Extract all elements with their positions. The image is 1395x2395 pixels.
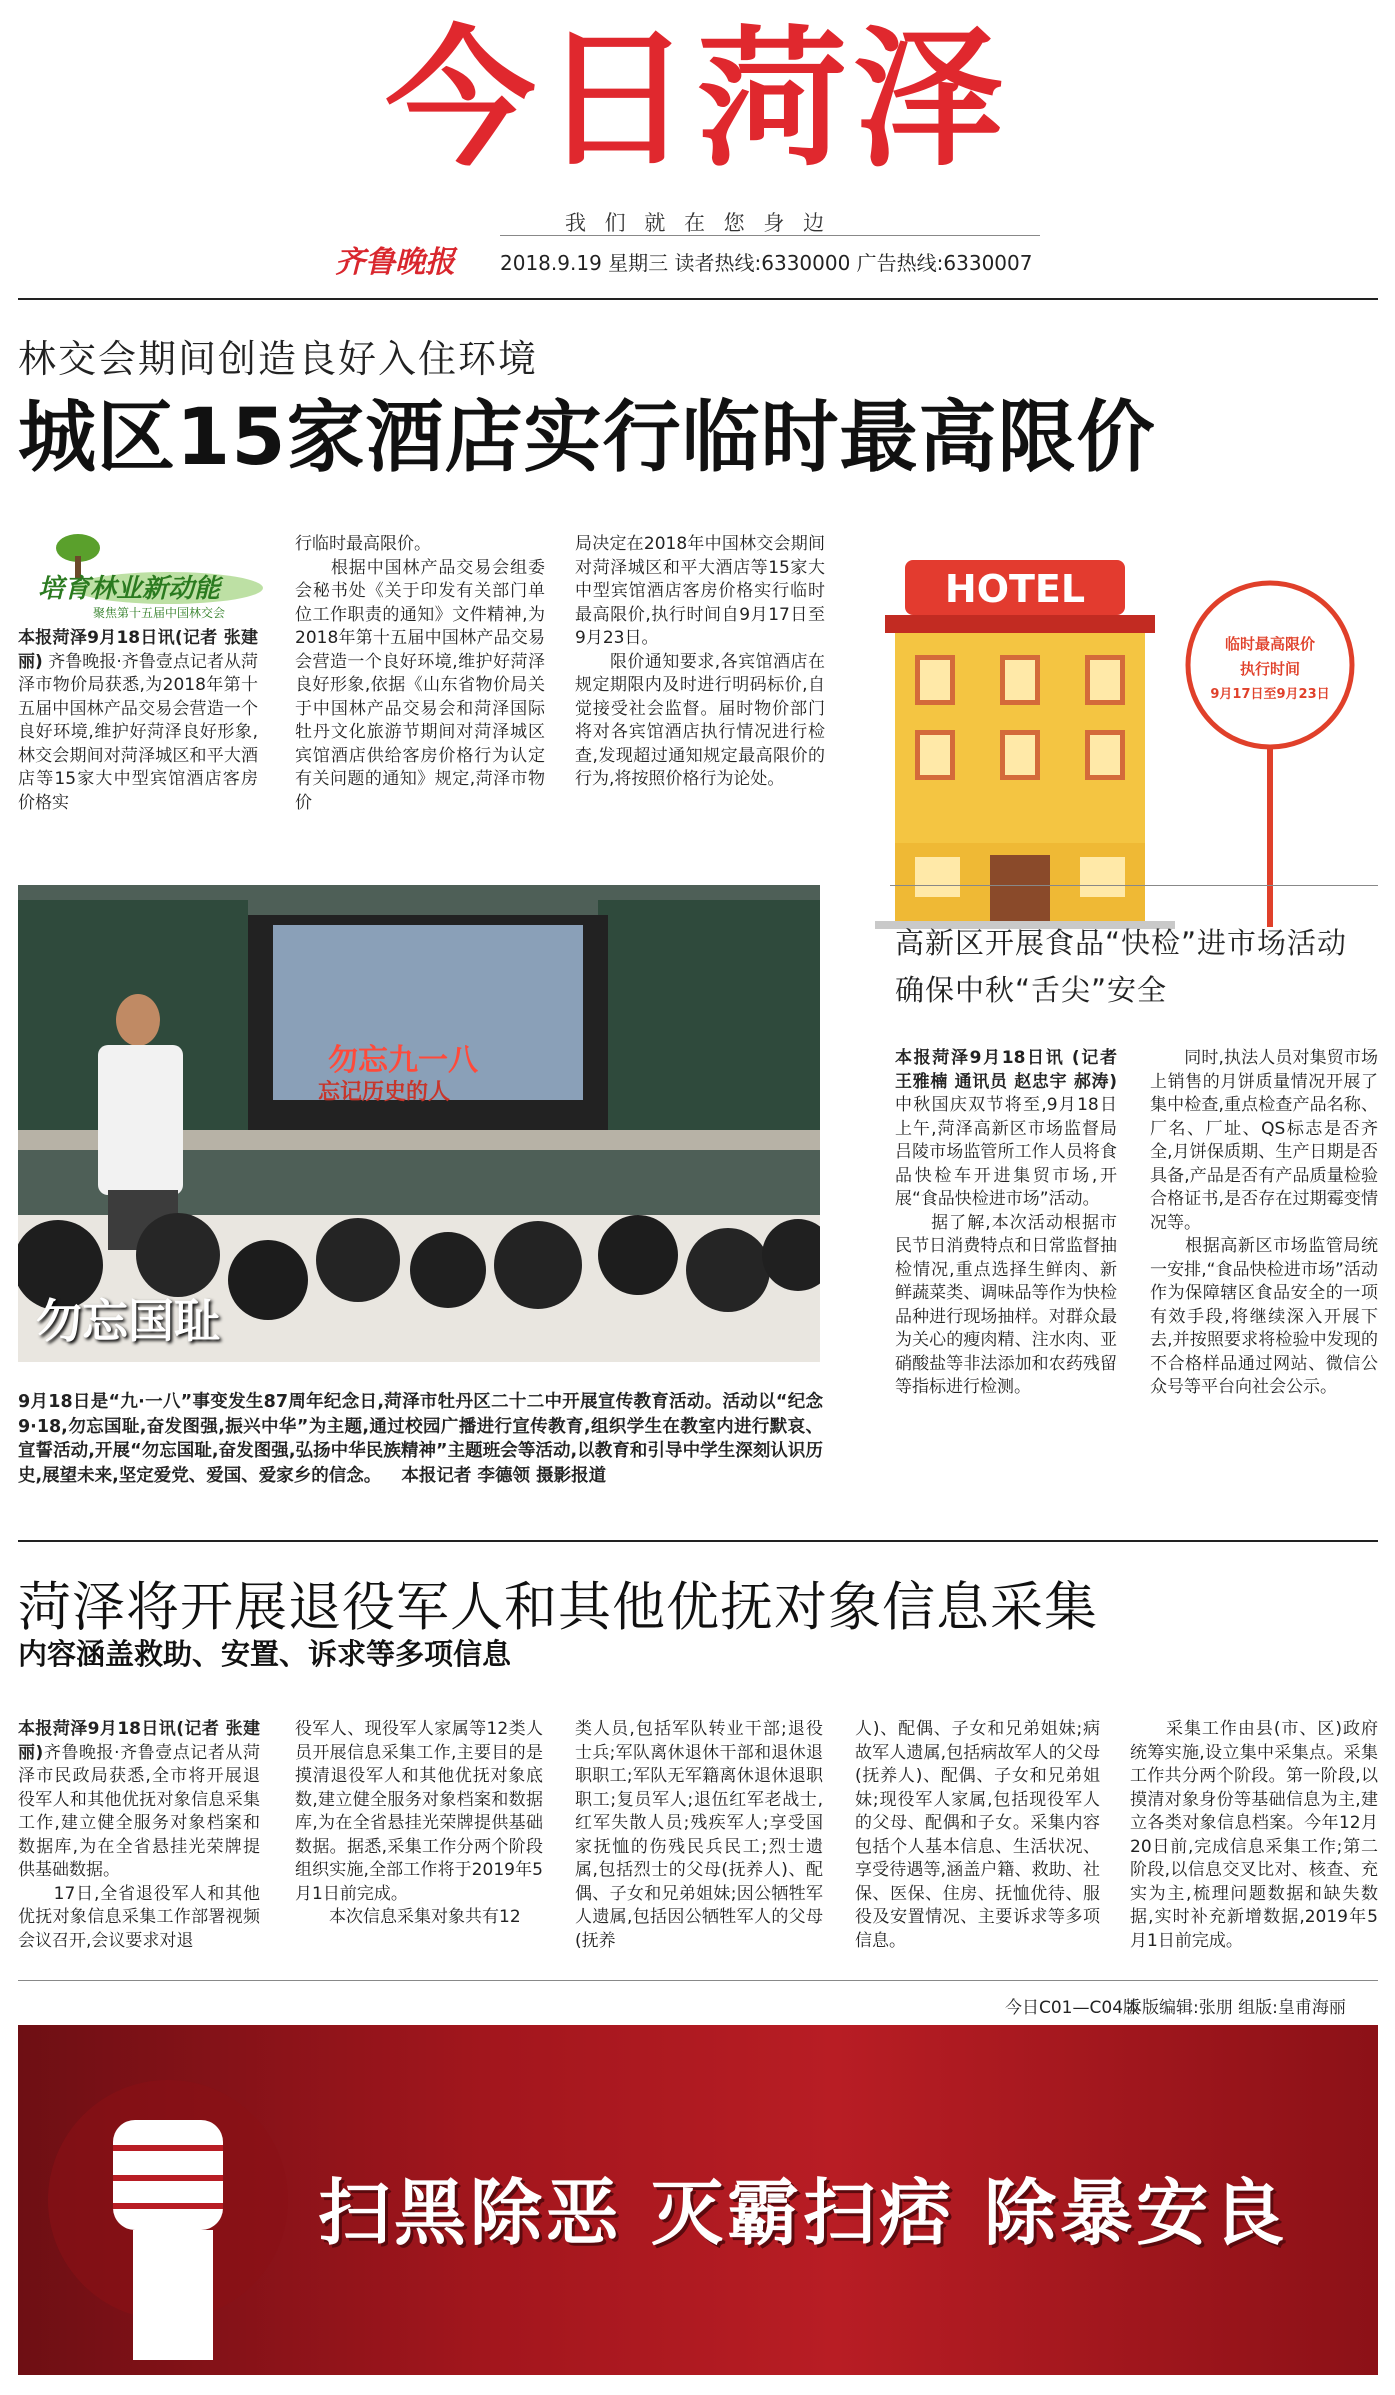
screen-text-1: 勿忘九一八 (328, 1043, 478, 1078)
article2-col1 (895, 1047, 1117, 1400)
article2-byline: 本报菏泽9月18日讯 (记者 王雅楠 通讯员 赵忠宇 郝涛) (895, 1048, 1117, 1092)
hotel-illustration (875, 525, 1375, 945)
banner-slogan: 扫黑除恶 灭霸扫痞 除暴安良 (318, 2170, 1289, 2255)
article3-col1-text: 齐鲁晚报·齐鲁壹点记者从菏泽市民政局获悉,全市将开展退役军人和其他优抚对象信息采集工作,建立健全服务对象档案和数据库,为在全省悬挂光荣牌提供基础数据。 17日,全省退役军人和其他优抚对象信息采集工作部署视频会议召开,会议要求对退 (18, 1742, 260, 1951)
article1-col3: 局决定在2018年中国林交会期间对菏泽城区和平大酒店等15家大中型宾馆酒店客房价格实行临时最高限价,执行时间自9月17日至9月23日。 限价通知要求,各宾馆酒店在规定期限内及时进行明码标价,自觉接受社会监督。届时物价部门将对各宾馆酒店执行情况进行检查,发现超过通知规定最高限价的行为,将按照价格行为论处。 (575, 534, 825, 789)
masthead-title: 今日菏泽 (385, 13, 1010, 187)
price-sign-line3: 9月17日至9月23日 (1210, 687, 1330, 702)
article3-headline: 菏泽将开展退役军人和其他优抚对象信息采集 (18, 1577, 1098, 1638)
article3-byline: 本报菏泽9月18日讯(记者 张建丽) (18, 1719, 260, 1763)
footer-edition: 今日C01—C04版 (1005, 1998, 1141, 2018)
article1-col1-text: 齐鲁晚报·齐鲁壹点记者从菏泽市物价局获悉,为2018年第十五届中国林产品交易会营造一个良好环境,维护好菏泽良好形象,林交会期间对菏泽城区和平大酒店等15家大中型宾馆酒店客房价格实 (18, 651, 259, 813)
article3-col4: 人)、配偶、子女和兄弟姐妹;病故军人遗属,包括病故军人的父母(抚养人)、配偶、子女和兄弟姐妹;现役军人家属,包括现役军人的父母、配偶和子女。采集内容包括个人基本信息、生活状况、享受待遇等,涵盖户籍、救助、社保、医保、住房、抚恤优待、服役及安置情况、主要诉求等多项信息。 (855, 1719, 1100, 1951)
section3-rule (18, 1540, 1378, 1542)
article3-subhead: 内容涵盖救助、安置、诉求等多项信息 (18, 1637, 512, 1671)
dateline: 2018.9.19 星期三 读者热线:6330000 广告热线:6330007 (500, 251, 1033, 275)
paper-brand-logo: 齐鲁晚报 (335, 245, 455, 280)
photo-overlay-text: 勿忘国耻 (36, 1294, 220, 1348)
anti-crime-banner (18, 2025, 1378, 2375)
article1-headline: 城区15家酒店实行临时最高限价 (18, 393, 1156, 483)
classroom-photo (18, 885, 820, 1362)
article1-kicker: 林交会期间创造良好入住环境 (18, 337, 539, 381)
article3-col2: 役军人、现役军人家属等12类人员开展信息采集工作,主要目的是摸清退役军人和其他优抚对象底数,建立健全服务对象档案和数据库,为在全省悬挂光荣牌提供基础数据。据悉,采集工作分两个阶段组织实施,全部工作将于2019年5月1日前完成。 本次信息采集对象共有12 (295, 1719, 543, 1927)
article1-byline: 本报菏泽9月18日讯(记者 张建丽) (18, 628, 258, 672)
article1-col1 (18, 627, 258, 815)
article2-col2: 同时,执法人员对集贸市场上销售的月饼质量情况开展了集中检查,重点检查产品名称、厂名、厂址、QS标志是否齐全,月饼保质期、生产日期是否具备,产品是否有产品质量检验合格证书,是否存在过期霉变情况等。 根据高新区市场监管局统一安排,“食品快检进市场”活动作为保障辖区食品安全的一项有效手段,将继续深入开展下去,并按照要求将检验中发现的不合格样品通过网站、微信公众号等平台向社会公示。 (1150, 1048, 1378, 1397)
masthead-divider (18, 298, 1378, 300)
article3-col1 (18, 1718, 260, 1953)
price-sign-line1: 临时最高限价 (1224, 635, 1315, 653)
photo-caption-text: 9月18日是“九·一八”事变发生87周年纪念日,菏泽市牡丹区二十二中开展宣传教育活动。活动以“纪念9·18,勿忘国耻,奋发图强,振兴中华”为主题,通过校园广播进行宣传教育,组织学生在教室内进行默哀、宣誓活动,开展“勿忘国耻,奋发图强,弘扬中华民族精神”主题班会等活动,以教育和引导中学生深刻认识历史,展望未来,坚定爱党、爱国、爱家乡的信念。 (18, 1392, 823, 1486)
article2-col1-text: 中秋国庆双节将至,9月18日上午,菏泽高新区市场监督局吕陵市场监管所工作人员将食品快检车开进集贸市场,开展“食品快检进市场”活动。 据了解,本次活动根据市民节日消费特点和日常监督抽检情况,重点选择生鲜肉、新鲜蔬菜类、调味品等作为快检品种进行现场抽样。对群众最为关心的瘦肉精、注水肉、亚硝酸盐等非法添加和农药残留等指标进行检测。 (895, 1095, 1117, 1397)
article2-title-line1: 高新区开展食品“快检”进市场活动 (895, 926, 1348, 960)
article3-col3: 类人员,包括军队转业干部;退役士兵;军队离休退休干部和退休退职职工;军队无军籍离休退休退职职工;复员军人;退伍红军老战士,红军失散人员;残疾军人;享受国家抚恤的伤残民兵民工;烈士遗属,包括烈士的父母(抚养人)、配偶、子女和兄弟姐妹;因公牺牲军人遗属,包括因公牺牲军人的父母(抚养 (575, 1719, 823, 1951)
screen-text-2: 忘记历史的人 (318, 1080, 451, 1105)
raised-fist-icon (18, 2025, 318, 2375)
masthead-rule (500, 235, 1040, 236)
article2-title-line2: 确保中秋“舌尖”安全 (895, 973, 1168, 1007)
article1-col2: 行临时最高限价。 根据中国林产品交易会组委会秘书处《关于印发有关部门单位工作职责的通知》文件精神,为2018年第十五届中国林产品交易会营造一个良好环境,维护好菏泽良好形象,依据《山东省物价局关于中国林产品交易会和菏泽国际牡丹文化旅游节期间对菏泽城区宾馆酒店供给客房价格行为认定有关问题的通知》规定,菏泽市物价 (295, 534, 545, 813)
footer-rule (18, 1980, 1378, 1981)
price-sign-line2: 执行时间 (1239, 660, 1300, 678)
forestry-logo-text: 培育林业新动能 (38, 574, 221, 604)
masthead-slogan: 我 们 就 在 您 身 边 (564, 211, 831, 235)
article2-top-rule (890, 885, 1378, 886)
photo-caption (18, 1390, 823, 1488)
forestry-logo (18, 530, 268, 625)
hotel-sign: HOTEL (944, 567, 1086, 611)
forestry-logo-sub: 聚焦第十五届中国林交会 (93, 606, 226, 620)
article3-col5: 采集工作由县(市、区)政府统筹实施,设立集中采集点。采集工作共分两个阶段。第一阶段,以摸清对象身份等基础信息为主,建立各类对象信息档案。今年12月20日前,完成信息采集工作;第二阶段,以信息交叉比对、核查、充实为主,梳理问题数据和缺失数据,实时补充新增数据,2019年5月1日前完成。 (1130, 1719, 1378, 1951)
footer-editor: 本版编辑:张朋 组版:皇甫海丽 (1125, 1998, 1346, 2018)
photo-credit: 本报记者 李德领 摄影报道 (401, 1465, 607, 1486)
